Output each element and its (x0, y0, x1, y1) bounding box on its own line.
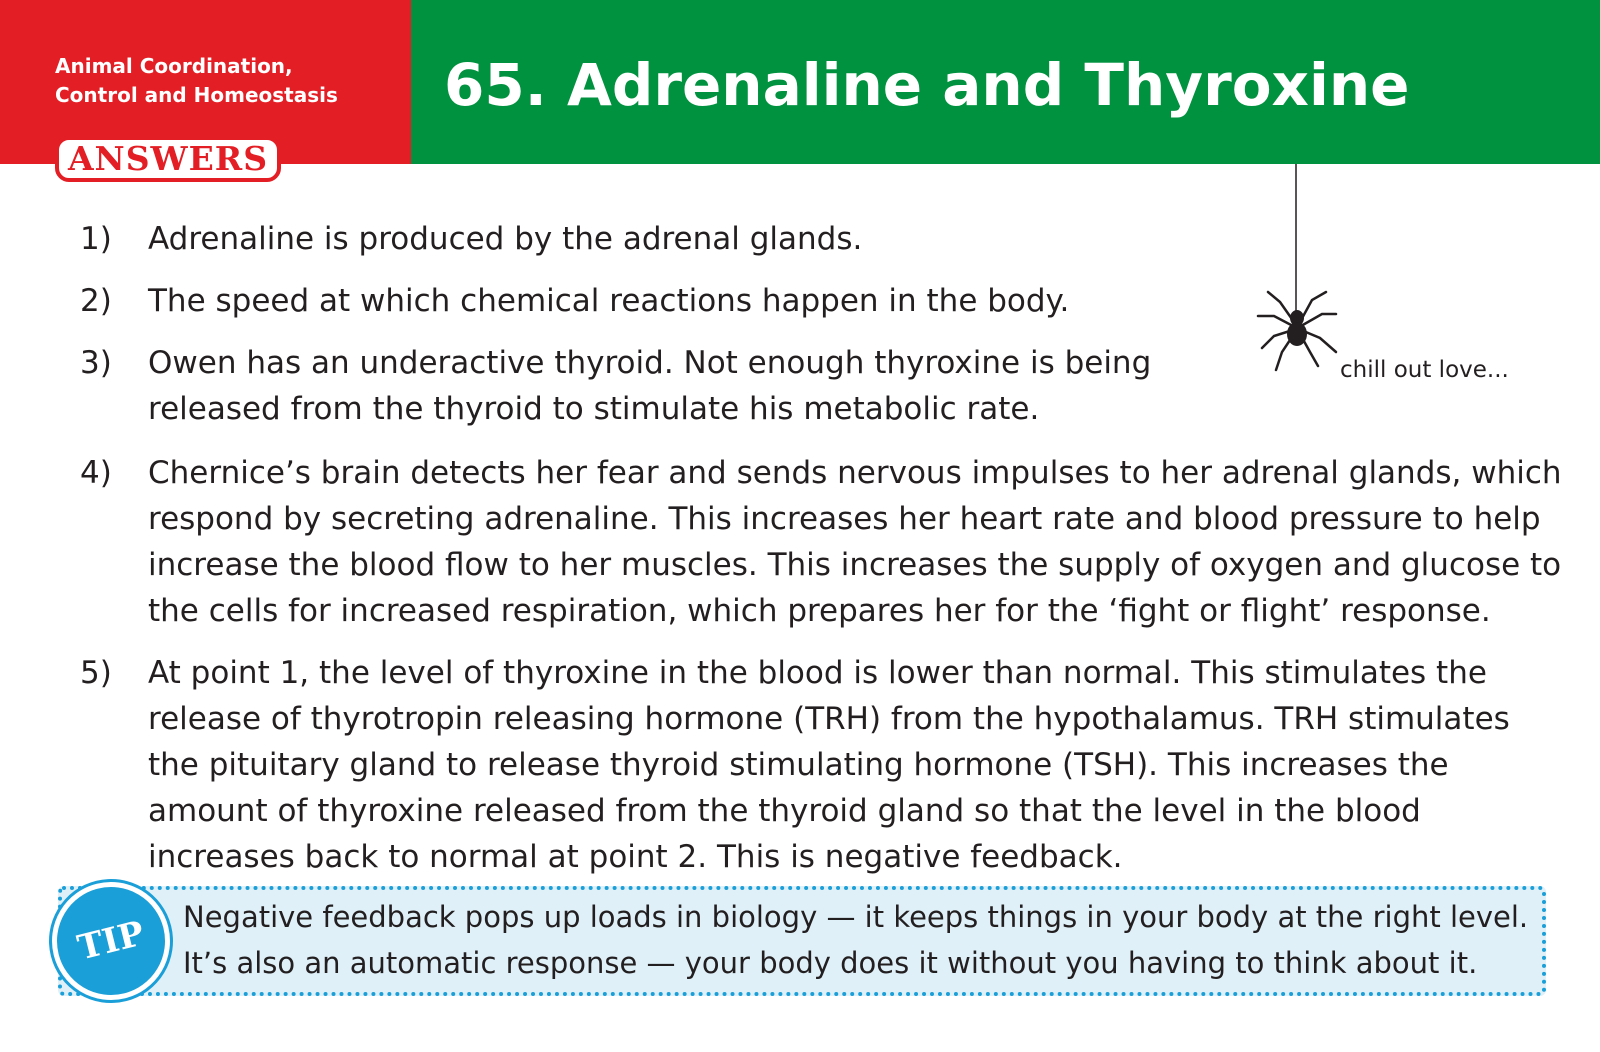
answer-number: 3) (80, 345, 112, 381)
answer-text: The speed at which chemical reactions happen in the body. (148, 283, 1070, 319)
answer-text: Owen has an underactive thyroid. Not enough thyroxine is being released from the thyroid to stimulate his metabolic rate. (148, 345, 1152, 427)
spider-caption: chill out love... (1340, 357, 1509, 383)
answer-text: Adrenaline is produced by the adrenal glands. (148, 221, 863, 257)
answer-number: 5) (80, 655, 112, 691)
section-topic: Animal Coordination, Control and Homeostasis (55, 54, 338, 107)
tip-badge: TIP (39, 869, 182, 1012)
answer-number: 2) (80, 283, 112, 319)
answer-text: At point 1, the level of thyroxine in the blood is lower than normal. This stimulates the release of thyrotropin releasing hormone (TRH) from the hypothalamus. TRH stimulates the pituitary gland to release thyroid stimulating hormone (TSH). This increases the amount of thyroxine released from the thyroid gland so that the level in the blood increases back to normal at point 2. This is negative feedback. (148, 655, 1510, 875)
answer-number: 4) (80, 455, 112, 491)
answer-number: 1) (80, 221, 112, 257)
answers-badge: ANSWERS (55, 136, 281, 182)
tip-text: Negative feedback pops up loads in biology — it keeps things in your body at the right level. It’s also an automatic response — your body does it without you having to think about it. (183, 900, 1529, 980)
answer-text: Chernice’s brain detects her fear and sends nervous impulses to her adrenal glands, which respond by secreting adrenaline. This increases her heart rate and blood pressure to help increase the blood flow to her muscles. This increases the supply of oxygen and glucose to the cells for increased respiration, which prepares her for the ‘fight or flight’ response. (148, 455, 1562, 629)
page-title: 65. Adrenaline and Thyroxine (444, 51, 1410, 119)
